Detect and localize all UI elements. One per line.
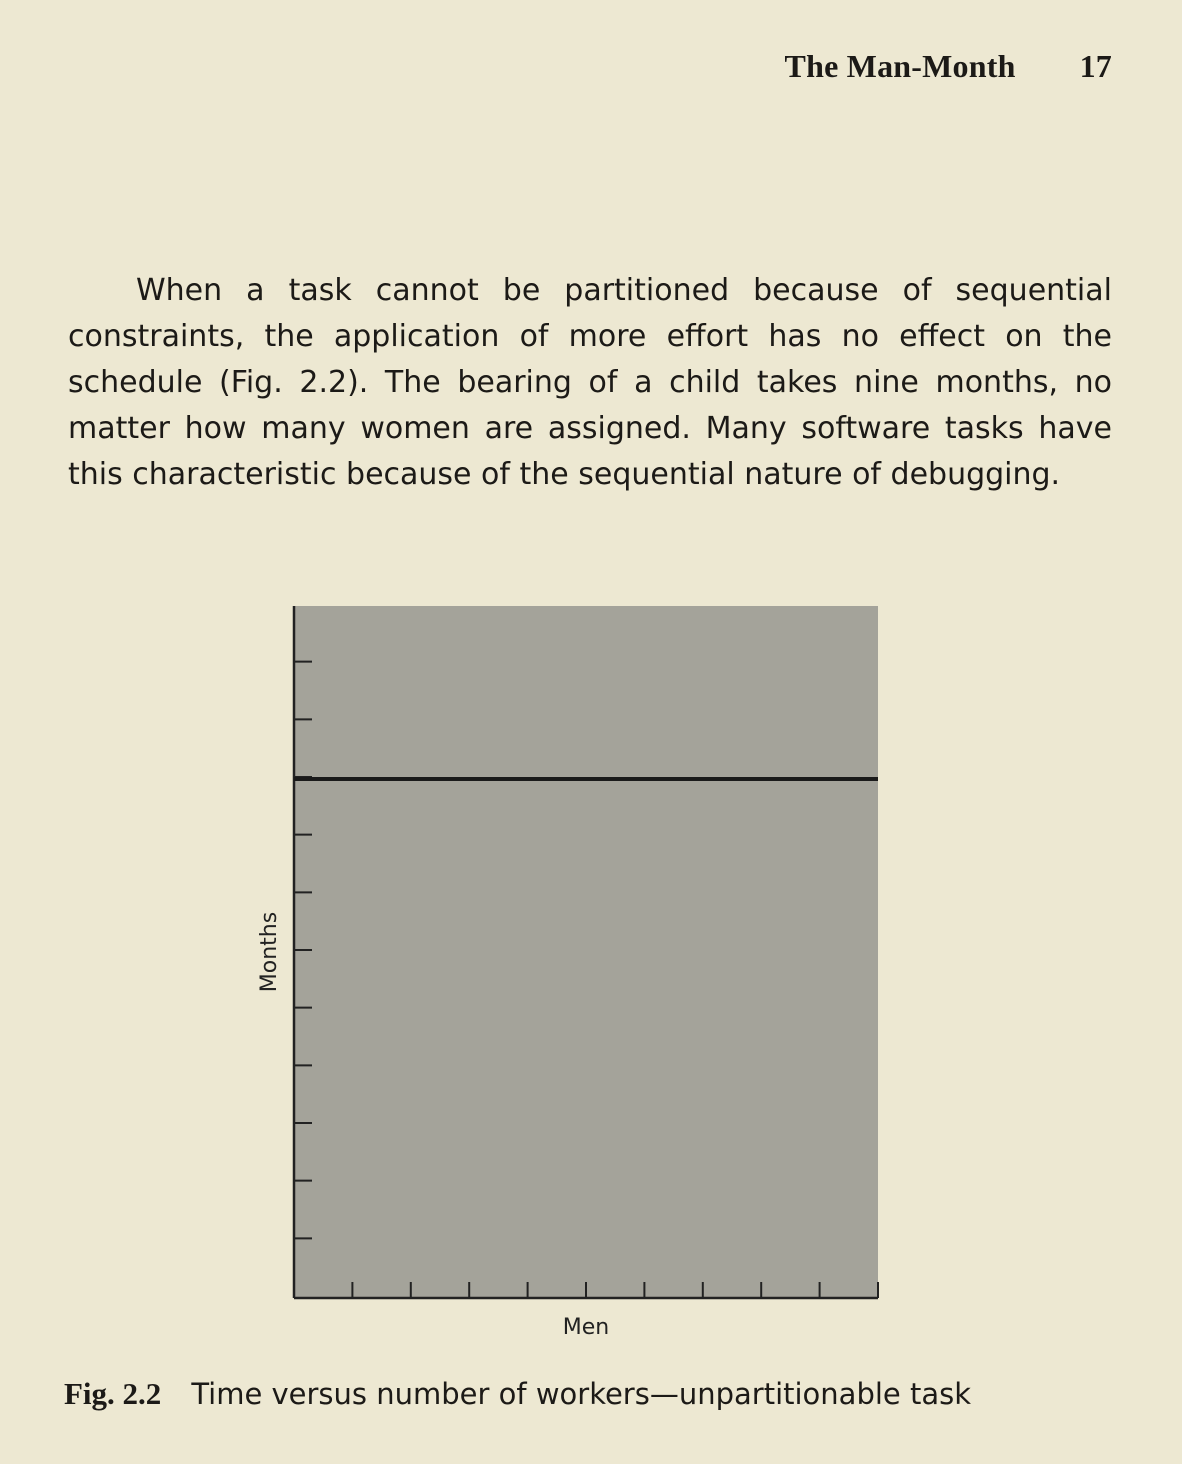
- page-number: 17: [1079, 48, 1112, 84]
- running-head-title: The Man-Month: [784, 48, 1016, 84]
- y-axis-label: Months: [257, 911, 282, 993]
- chart-svg: [240, 596, 900, 1356]
- figure-caption-text: Time versus number of workers—unpartitionable task: [191, 1377, 972, 1411]
- x-axis-label: Men: [562, 1315, 610, 1340]
- running-head: [785, 48, 1112, 85]
- figure-label: Fig. 2.2: [64, 1376, 162, 1411]
- body-paragraph: When a task cannot be partitioned because of sequential constraints, the application of more effort has no effect on the schedule (Fig. 2.2). The bearing of a child takes nine months, no matter how many women are assigned. Many software tasks have this characteristic because of the sequential nature of debugging.: [68, 273, 1112, 492]
- figure-2-2: [240, 596, 900, 1356]
- plot-area: [294, 606, 878, 1298]
- figure-caption: [64, 1376, 971, 1412]
